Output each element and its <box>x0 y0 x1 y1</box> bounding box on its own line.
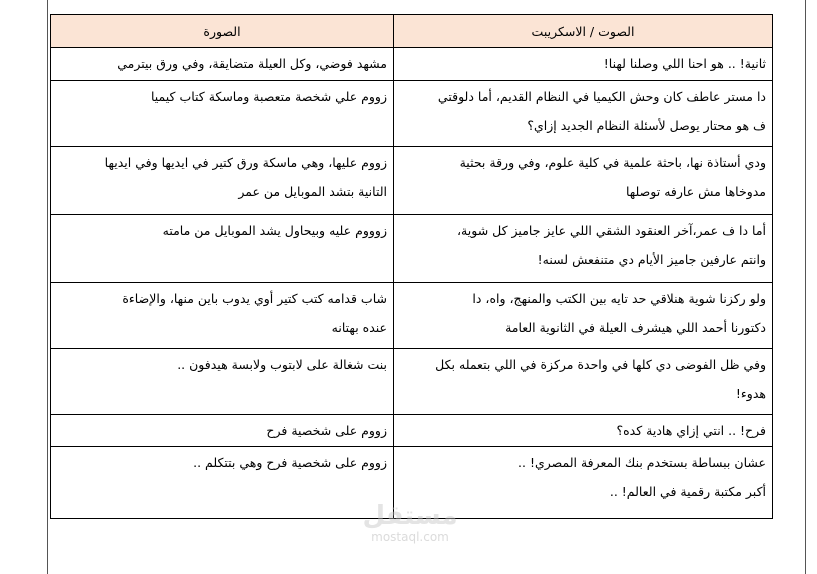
cell-line: ولو ركزنا شوية هنلاقي حد تايه بين الكتب والمنهج، واه، دا <box>472 291 766 306</box>
audio-cell <box>394 415 773 447</box>
cell-line: بنت شغالة على لابتوب ولابسة هيدفون .. <box>177 357 387 372</box>
image-cell <box>51 447 394 519</box>
audio-cell <box>394 283 773 349</box>
audio-cell <box>394 215 773 283</box>
table-row <box>51 147 773 215</box>
table-row <box>51 48 773 81</box>
audio-cell <box>394 349 773 415</box>
cell-line: شاب قدامه كتب كتير أوي يدوب باين منها، والإضاءة <box>122 291 387 306</box>
cell-line: دكتورنا أحمد اللي هيشرف العيلة في الثانوية العامة <box>505 320 766 335</box>
audio-cell <box>394 81 773 147</box>
cell-line: وانتم عارفين جاميز الأيام دي متنفعش لسنه! <box>537 252 766 267</box>
cell-line: ثانية! .. هو احنا اللي وصلنا لهنا! <box>603 56 766 71</box>
cell-line: أكبر مكتبة رقمية في العالم! .. <box>609 484 766 499</box>
cell-line: هدوء! <box>735 386 766 401</box>
audio-cell <box>394 147 773 215</box>
header-image: الصورة <box>51 15 394 48</box>
watermark-logo: مستقل <box>362 501 458 531</box>
table-row <box>51 283 773 349</box>
audio-cell <box>394 48 773 81</box>
table-row <box>51 215 773 283</box>
script-table <box>50 14 773 519</box>
table-row <box>51 415 773 447</box>
image-cell <box>51 415 394 447</box>
cell-line: زووم على شخصية فرح <box>266 423 387 438</box>
cell-line: مدوخاها مش عارفه توصلها <box>625 184 766 199</box>
watermark-site: mostaql.com <box>371 530 449 544</box>
cell-line: التانية بتشد الموبايل من عمر <box>238 184 387 199</box>
header-row <box>51 15 773 48</box>
header-audio: الصوت / الاسكريبت <box>394 15 773 48</box>
image-cell <box>51 349 394 415</box>
image-cell <box>51 81 394 147</box>
table-row <box>51 447 773 519</box>
cell-line: زووم على شخصية فرح وهي بتتكلم .. <box>193 455 387 470</box>
cell-line: ف هو محتار يوصل لأسئلة النظام الجديد إزاي؟ <box>527 118 766 133</box>
image-cell <box>51 48 394 81</box>
cell-line: زووم علي شخصة متعصبة وماسكة كتاب كيميا <box>150 89 387 104</box>
page-border-right <box>805 0 806 574</box>
cell-line: عشان ببساطة بستخدم بنك المعرفة المصري! .. <box>518 455 766 470</box>
table-row <box>51 349 773 415</box>
cell-line: زووم عليها، وهي ماسكة ورق كتير في ايديها وفي ايديها <box>104 155 387 170</box>
cell-line: أما دا ف عمر،آخر العنقود الشقي اللي عايز جاميز كل شوية، <box>457 223 766 238</box>
cell-line: زوووم عليه وبيحاول يشد الموبايل من مامته <box>162 223 387 238</box>
image-cell <box>51 283 394 349</box>
cell-line: فرح! .. انتي إزاي هادية كده؟ <box>616 423 766 438</box>
image-cell <box>51 215 394 283</box>
audio-cell <box>394 447 773 519</box>
cell-line: دا مستر عاطف كان وحش الكيميا في النظام القديم، أما دلوقتي <box>437 89 766 104</box>
cell-line: وفي ظل الفوضى دي كلها في واحدة مركزة في اللي بتعمله بكل <box>435 357 766 372</box>
image-cell <box>51 147 394 215</box>
page-border-left <box>47 0 48 574</box>
table-body <box>51 48 773 519</box>
cell-line: مشهد فوضي، وكل العيلة متضايقة، وفي ورق بيترمي <box>117 56 387 71</box>
table-row <box>51 81 773 147</box>
cell-line: عنده بهتانه <box>331 320 387 335</box>
cell-line: ودي أستاذة نها، باحثة علمية في كلية علوم، وفي ورقة بحثية <box>459 155 766 170</box>
